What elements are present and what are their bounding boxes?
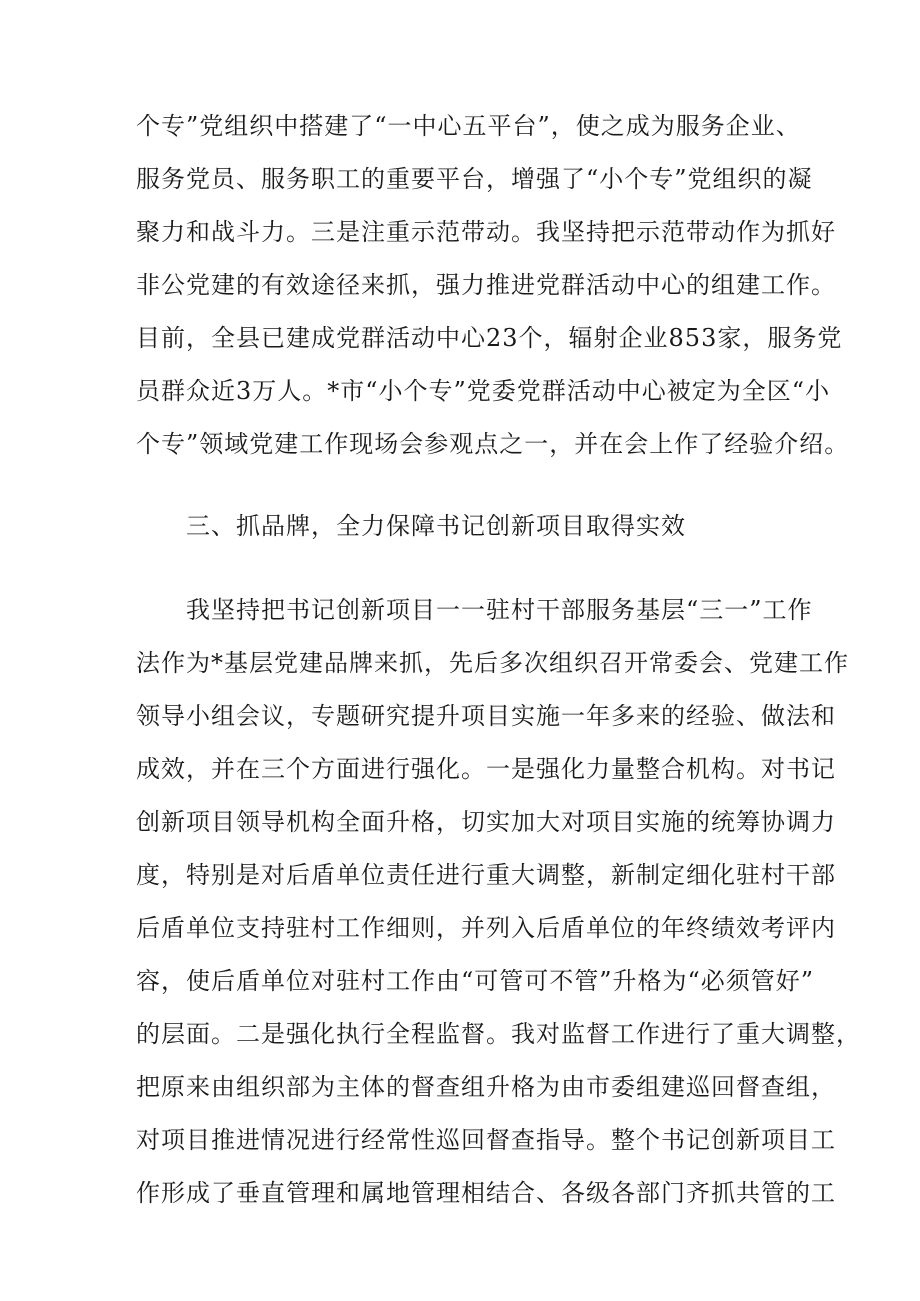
paragraph-2-line-10: 把原来由组织部为主体的督查组升格为由市委组建巡回督查组，: [136, 1073, 836, 1101]
paragraph-2-line-12: 作形成了垂直管理和属地管理相结合、各级各部门齐抓共管的工: [136, 1179, 836, 1207]
paragraph-2-line-1: 我坚持把书记创新项目一一驻村干部服务基层“三一”工作: [186, 596, 813, 624]
paragraph-1-line-5: 目前，全县已建成党群活动中心23个，辐射企业853家，服务党: [136, 324, 843, 352]
paragraph-1-line-3: 聚力和战斗力。三是注重示范带动。我坚持把示范带动作为抓好: [136, 218, 836, 246]
paragraph-1-line-4: 非公党建的有效途径来抓，强力推进党群活动中心的组建工作。: [136, 271, 836, 299]
paragraph-2-line-8: 容，使后盾单位对驻村工作由“可管可不管”升格为“必须管好”: [136, 967, 815, 995]
section-heading: 三、抓品牌，全力保障书记创新项目取得实效: [186, 512, 686, 540]
paragraph-2-line-11: 对项目推进情况进行经常性巡回督查指导。整个书记创新项目工: [136, 1126, 836, 1154]
paragraph-2-line-4: 成效，并在三个方面进行强化。一是强化力量整合机构。对书记: [136, 755, 836, 783]
paragraph-2-line-2: 法作为*基层党建品牌来抓，先后多次组织召开常委会、党建工作: [136, 649, 849, 677]
paragraph-1-line-2: 服务党员、服务职工的重要平台，增强了“小个专”党组织的凝: [136, 165, 813, 193]
paragraph-1-line-6: 员群众近3万人。*市“小个专”党委党群活动中心被定为全区“小: [136, 377, 831, 405]
paragraph-2-line-3: 领导小组会议，专题研究提升项目实施一年多来的经验、做法和: [136, 702, 836, 730]
paragraph-1-line-7: 个专”领域党建工作现场会参观点之一，并在会上作了经验介绍。: [136, 430, 850, 458]
paragraph-2-line-9: 的层面。二是强化执行全程监督。我对监督工作进行了重大调整，: [136, 1020, 861, 1048]
paragraph-2-line-7: 后盾单位支持驻村工作细则，并列入后盾单位的年终绩效考评内: [136, 914, 836, 942]
paragraph-2-line-6: 度，特别是对后盾单位责任进行重大调整，新制定细化驻村干部: [136, 861, 836, 889]
paragraph-1-line-1: 个专”党组织中搭建了“一中心五平台”，使之成为服务企业、: [136, 112, 801, 140]
paragraph-2-line-5: 创新项目领导机构全面升格，切实加大对项目实施的统筹协调力: [136, 808, 836, 836]
